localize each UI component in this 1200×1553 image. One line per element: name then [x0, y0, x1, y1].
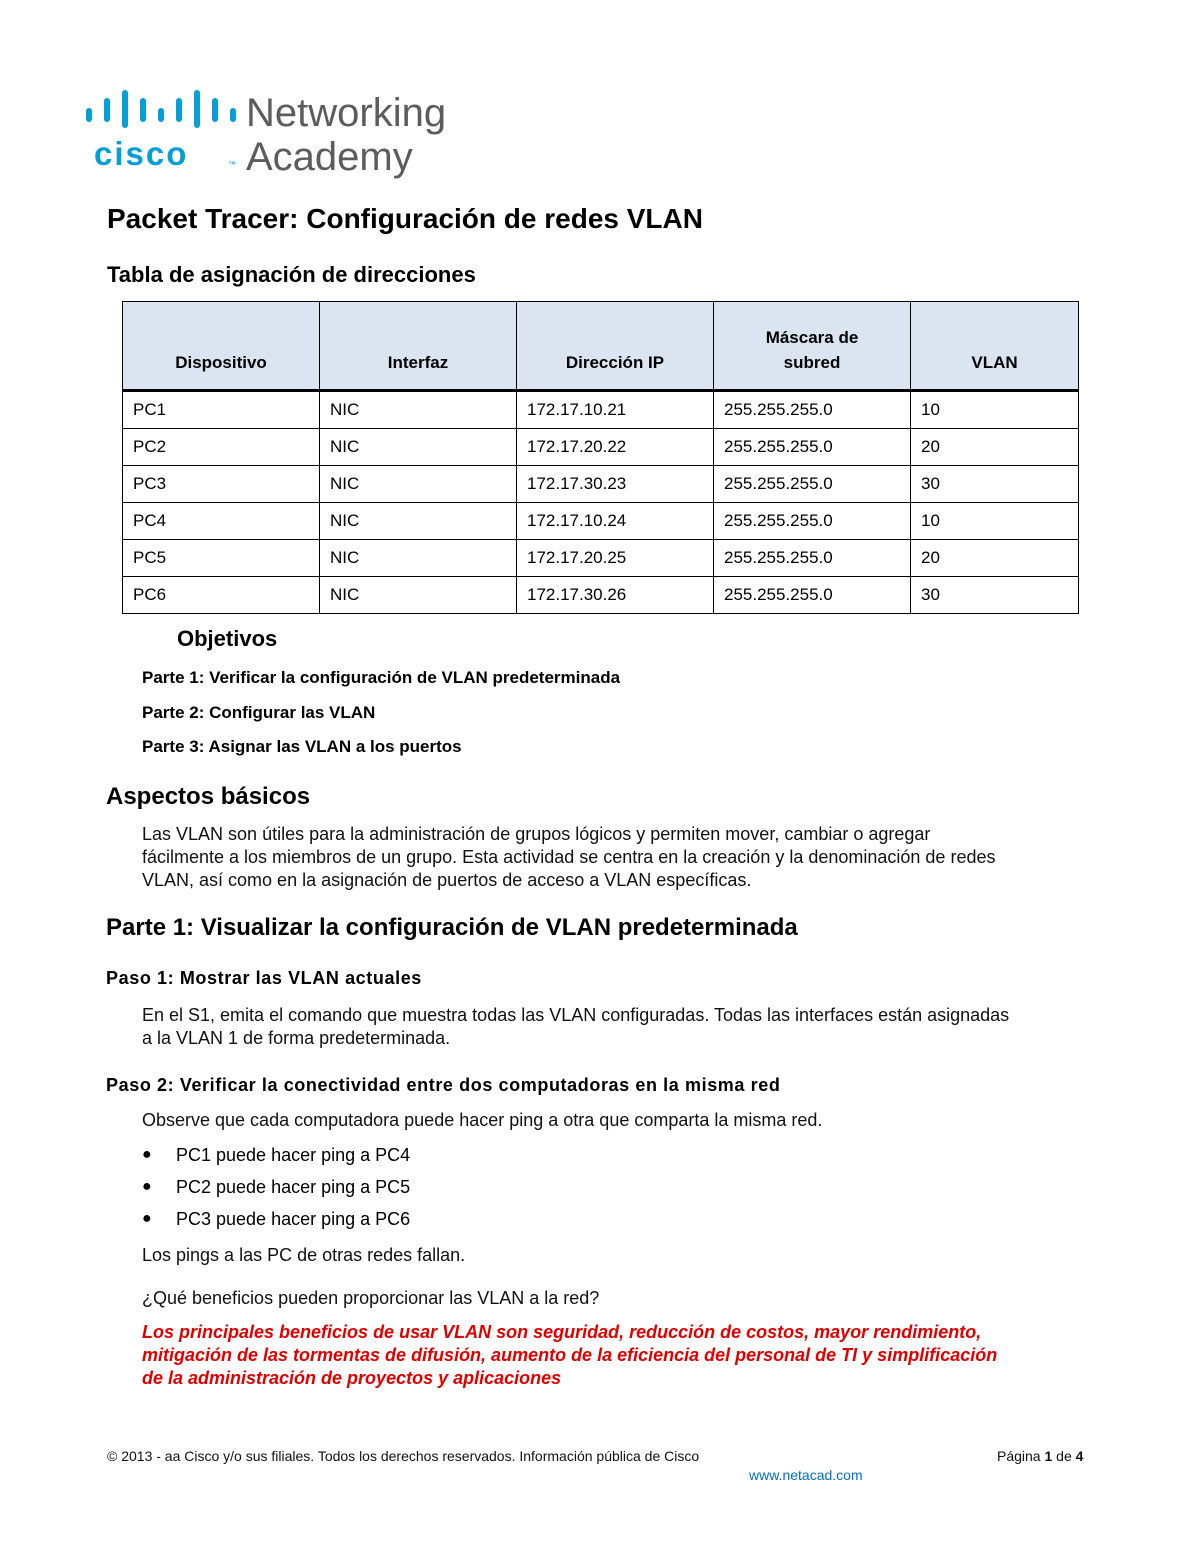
basics-line: VLAN, así como en la asignación de puertos de acceso a VLAN específicas. — [142, 870, 752, 890]
cell-vlan: 10 — [911, 391, 1079, 429]
table-row — [123, 391, 1079, 429]
cell-ip: 172.17.30.23 — [517, 466, 714, 503]
table-row — [123, 577, 1079, 614]
footer-copyright: © 2013 - aa Cisco y/o sus filiales. Todos los derechos reservados. Información pública de Cisco — [107, 1448, 700, 1464]
table-header-row — [123, 302, 1079, 391]
table-heading: Tabla de asignación de direcciones — [107, 262, 476, 287]
objectives-heading: Objetivos — [177, 626, 278, 651]
answer-line: mitigación de las tormentas de difusión, aumento de la eficiencia del personal de TI y simplificación — [142, 1345, 998, 1365]
answer-line: Los principales beneficios de usar VLAN son seguridad, reducción de costos, mayor rendimiento, — [142, 1322, 982, 1342]
cell-device: PC4 — [123, 503, 320, 540]
list-item — [142, 1206, 410, 1238]
list-item — [142, 1142, 410, 1174]
cell-interface: NIC — [320, 391, 517, 429]
cell-interface: NIC — [320, 577, 517, 614]
page-of: de — [1056, 1448, 1072, 1464]
basics-line: fácilmente a los miembros de un grupo. Esta actividad se centra en la creación y la denominación de redes — [142, 847, 996, 867]
answer-line: de la administración de proyectos y aplicaciones — [142, 1368, 562, 1388]
cell-interface: NIC — [320, 466, 517, 503]
cell-ip: 172.17.20.25 — [517, 540, 714, 577]
cell-interface: NIC — [320, 429, 517, 466]
objective-item: Parte 1: Verificar la configuración de VLAN predeterminada — [142, 668, 621, 687]
header-ip: Dirección IP — [517, 302, 714, 391]
step1-heading: Paso 1: Mostrar las VLAN actuales — [106, 968, 422, 988]
list-item-text: PC3 puede hacer ping a PC6 — [176, 1209, 411, 1229]
cell-device: PC3 — [123, 466, 320, 503]
cell-ip: 172.17.30.26 — [517, 577, 714, 614]
addressing-table — [122, 301, 1079, 614]
document-title: Packet Tracer: Configuración de redes VLAN — [107, 203, 703, 234]
cisco-bars-icon — [84, 88, 244, 136]
cell-mask: 255.255.255.0 — [714, 391, 911, 429]
cell-mask: 255.255.255.0 — [714, 540, 911, 577]
fail-text: Los pings a las PC de otras redes fallan. — [142, 1245, 466, 1265]
table-row — [123, 540, 1079, 577]
page-number: 1 — [1044, 1448, 1053, 1464]
objective-item: Parte 2: Configurar las VLAN — [142, 703, 376, 722]
question-text: ¿Qué beneficios pueden proporcionar las VLAN a la red? — [142, 1288, 600, 1308]
ping-list — [142, 1142, 410, 1238]
table-row — [123, 503, 1079, 540]
cell-ip: 172.17.10.24 — [517, 503, 714, 540]
table-row — [123, 429, 1079, 466]
cell-device: PC5 — [123, 540, 320, 577]
cell-interface: NIC — [320, 540, 517, 577]
header-mask — [714, 302, 911, 391]
cisco-wordmark: cisco — [94, 135, 189, 172]
step2-intro: Observe que cada computadora puede hacer ping a otra que comparta la misma red. — [142, 1110, 823, 1130]
logo-academy: Academy — [246, 135, 413, 179]
cell-mask: 255.255.255.0 — [714, 503, 911, 540]
page-label: Página — [997, 1448, 1041, 1464]
cell-vlan: 20 — [911, 540, 1079, 577]
list-item-text: PC2 puede hacer ping a PC5 — [176, 1177, 411, 1197]
header-device: Dispositivo — [123, 302, 320, 391]
bullet-icon: ● — [142, 1210, 152, 1227]
cell-mask: 255.255.255.0 — [714, 466, 911, 503]
netacad-link[interactable]: www.netacad.com — [749, 1467, 863, 1483]
cell-vlan: 30 — [911, 466, 1079, 503]
step1-line: a la VLAN 1 de forma predeterminada. — [142, 1028, 451, 1048]
cisco-networking-academy-logo — [84, 88, 484, 184]
footer-page-number — [997, 1448, 1083, 1464]
basics-heading: Aspectos básicos — [106, 783, 311, 810]
cell-vlan: 20 — [911, 429, 1079, 466]
logo-networking: Networking — [246, 91, 447, 135]
cell-device: PC1 — [123, 391, 320, 429]
header-mask-line2: subred — [783, 353, 841, 372]
cell-device: PC2 — [123, 429, 320, 466]
cell-vlan: 30 — [911, 577, 1079, 614]
step2-heading: Paso 2: Verificar la conectividad entre dos computadoras en la misma red — [106, 1075, 781, 1095]
bullet-icon: ● — [142, 1178, 152, 1195]
step1-line: En el S1, emita el comando que muestra todas las VLAN configuradas. Todas las interfaces están asignadas — [142, 1005, 1010, 1025]
list-item-text: PC1 puede hacer ping a PC4 — [176, 1145, 411, 1165]
header-interface: Interfaz — [320, 302, 517, 391]
table-row — [123, 466, 1079, 503]
list-item — [142, 1174, 410, 1206]
cell-mask: 255.255.255.0 — [714, 429, 911, 466]
cell-mask: 255.255.255.0 — [714, 577, 911, 614]
part1-heading: Parte 1: Visualizar la configuración de VLAN predeterminada — [106, 914, 798, 941]
basics-line: Las VLAN son útiles para la administración de grupos lógicos y permiten mover, cambiar o agregar — [142, 824, 931, 844]
header-vlan: VLAN — [911, 302, 1079, 391]
bullet-icon: ● — [142, 1146, 152, 1163]
trademark-mark: ™ — [228, 160, 236, 169]
cell-device: PC6 — [123, 577, 320, 614]
cell-ip: 172.17.20.22 — [517, 429, 714, 466]
header-mask-line1: Máscara de — [765, 328, 859, 347]
cell-ip: 172.17.10.21 — [517, 391, 714, 429]
answer-text — [142, 1321, 1092, 1390]
objective-item: Parte 3: Asignar las VLAN a los puertos — [142, 737, 462, 756]
cell-vlan: 10 — [911, 503, 1079, 540]
page-total: 4 — [1075, 1448, 1084, 1464]
cell-interface: NIC — [320, 503, 517, 540]
